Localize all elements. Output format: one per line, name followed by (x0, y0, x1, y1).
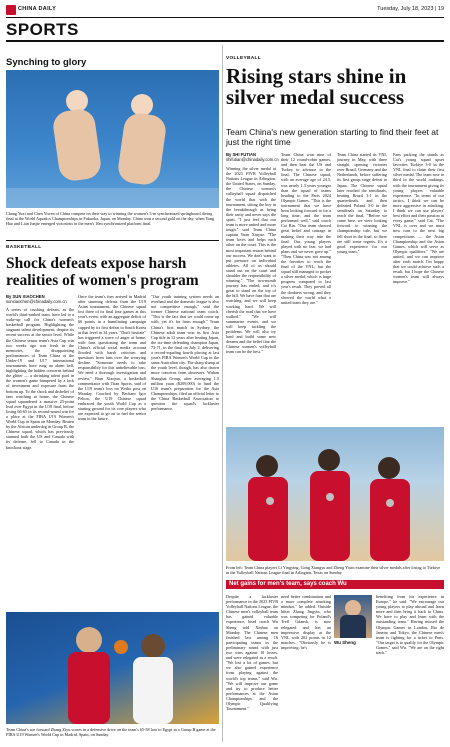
sidebar-column-1: Despite a lackluster performance in the 2023 FIVB Volleyball Nations League, the Chinese men's volleyball team has gained valuable experience, head coach Wu Sheng told Xinhua on Monday. The Chinese men finished last among 16 participating teams in the preliminary round with just two wins against 10 losses, and were relegated as a result. "We lost a lot of games, but we also gained experience from playing against the world's top teams," said Wu. "We will improve our game and try to produce better performances at the Asian Championships and the Olympic Qualifying Tournament." (226, 594, 278, 712)
basketball-photo-caption: Team China's ace forward Zhang Ziyu scores in a defensive drive on the team's 65-58 loss to Egypt in a Group B game at the FIBA U19 Women's World Cup in Madrid, Spain, on Sunday. (6, 727, 216, 738)
article-column-2: Once the team's foes arrived in Madrid after stunning defeats from the U19 Asian tournament, the Chinese squad lost three of its final four games at this year's event, with an aggregate deficit of 66 points in a humiliating campaign capped by its first defeat to South Korea at that level in 34 years. "Don't hesitate" has triggered a wave of anger at home, with fans questioning the team and China's official social media account flooded with harsh criticism and questions from fans over the worrying decline. "Someone needs to take responsibility for this unbelievable loss. We need a thorough investigation and review," Bian Xiaojun, a basketball commentator with Titan Sports, said of the U19 team's loss on Weibo post on Monday. Coached by Beckam Igor Pelton, the U19 Chinese squad embraced the youth World Cup as a starting ground for its core players who are expected to go on to fuel the senior team in the future. (78, 294, 146, 422)
sidebar-title: Net gains for men's team, says coach Wu (226, 580, 444, 589)
story-rule (6, 240, 219, 241)
section-title: SPORTS (6, 20, 79, 39)
volleyball-column-4: Fans packing the stands as Cai's young squad upset favorites Türkiye 3-0 in the VNL final to claim their first silver medal. The team rose to third in the world rankings, with the tournament giving its young players valuable experience. "In terms of our tactics, I think we can be more aggressive in attacking. I think we can use players' best effort and their passion in every game," said Cai. "The VNL is over and we must now turn to the next big competitions — the Asian Championship and the Asian Games, which will serve as Olympic qualifiers." "We are united, and we can improve after each match. I'm happy that we could achieve such a result, but I hope the Chinese women's team will always improve." (393, 152, 444, 285)
byline-email: sunxiaochen@chinadaily.com.cn (6, 299, 67, 304)
column-divider (222, 45, 223, 742)
byline: By SUN XIAOCHEN (6, 294, 45, 299)
volleyball-photo (226, 427, 444, 561)
basketball-photo (6, 612, 219, 724)
coach-photo (334, 595, 372, 638)
section-rule (6, 40, 444, 42)
volleyball-deck: Team China's new generation starting to find their feet at just the right time (226, 127, 439, 147)
volleyball-headline: Rising stars shine in silver medal success (226, 64, 407, 109)
sidebar-column-3: benefiting from his experience in Europe," he said. "We encourage our young players to play abroad and learn more and then bring it back to China. We have to play and learn with the outstanding team." Having missed the Olympic Games in London, Rio de Janeiro and Tokyo, the Chinese men's team is fighting for a ticket to Paris. "Our target is to qualify for the Olympic Games," said Wu. "We are on the right track." (376, 594, 444, 656)
volleyball-column-3: Team China started its VNL journey in May, with three straight opening victories over Brazil, Germany and the Netherlands, before suffering its first group stage defeat to Japan. The Chinese squad later reached the semifinals, beating Brazil 3-1 in the quarterfinals, and then defeated Poland 3-0 in the semifinals on Saturday to reach the final. "Before we came here, we were looking forward to winning the championship title, but we fell short in the final, so there are still some regrets. It's a good experience for our young team." (337, 152, 387, 254)
article-column-3: "Our youth training system needs an overhaul and the domestic league is also not competitive enough," said the former Chinese national team coach. "This is the fact that we could come up with, yet it's far from enough." Team China's first match in Sydney, the Chinese adult team won its first Asia Cup title in 12 years after beating Japan, the six-time defending champion Japan, 73-71, in the final on July 2, delivering a record-equaling fourth placing at last year's FIBA Women's World Cup in the same Australian city. The sharp slump at the youth level, though, has also drawn more concerns from observers. Wuhan Shanghai Group, after averaging 1.5 million yuan ($209,000) to fund the U16 team's preparation for the Asia Championships, filed an official letter to the China Basketball Association to question the squad's lackluster performance. (151, 294, 219, 412)
masthead: CHINA DAILY (18, 6, 57, 12)
basketball-kicker: BASKETBALL (6, 245, 42, 250)
volleyball-column-2: Team China won nine of their 12 round-robin games, and then beat the US and Turkey to advance to the final. The Chinese squad, with an average age of 24.5, was nearly 1.3 years younger than the squad of teams heading to the Paris 2024 Olympic Games. "This is the tournament that we have been looking forward to for a long time, and the team performed well," said coach Cai Bin. "Our team showed great belief and courage in making their way into the final. Our young players played with no fear, we had plans and we never gave up." "Then China was not among the favorites to reach the final of the VNL, but the squad still managed to pocket a silver medal, which is huge progress compared to last year's result. They proved all the doubters wrong, and they showed the world what a united team they are." (281, 152, 331, 305)
volleyball-photo-caption: From left: Team China players Li Yingying, Gong Xiangyu and Zheng Yixin examine their silver medals after losing to Türkiye in the Volleyball Nations League final in Arlington, Texas on Sunday. (226, 565, 441, 576)
article-column-1: A series of crushing defeats, as the world's third-ranked team, have led to a wake-up call for China's women's basketball program. Highlighting the stagnant talent development, despite its recent success at the senior level. While the Chinese senior team's Asia Cup win two weeks ago was fresh in the memories, the disappointing performances of Team China at the Under-19 and U17 international tournaments have rung an alarm bell, highlighting the hidden concerns behind the glitter — a shrinking talent pool in the women's game hampered by a lack of investment and exposure from the bottom up. To the shock and disbelief of fans watching at home, the Chinese squad squandered a massive 25-point lead over Egypt in the U19 final, before losing 66-65 in its second-round win for a place at the FIBA U19 Women's World Cup in Spain on Monday. Beaten by the African underdog in Group B, the Chinese squad, which has previously stunned both the US and Canada with its defense, fell to Canada in the knockout stage. (6, 307, 74, 450)
coach-photo-caption: Wu Sheng (334, 640, 356, 645)
basketball-headline: Shock defeats expose harsh realities of women's program (6, 255, 199, 289)
header-rule (6, 17, 444, 18)
volleyball-byline-email: shifutian@chinadaily.com.cn (226, 157, 279, 162)
volleyball-byline: By SHI FUTIAN (226, 152, 257, 157)
sidebar-column-2: need better combination and a more complete attacking mindset," he added. Outside hitter Zhang Jingyin, who was competing for Poland's Trefl Gdansk, is now relegated and has an impressive display at the VNL with 202 points in 12 matches. "Obviously he is improving; he's (281, 594, 331, 650)
photo-caption: Chang Yuxi and Chen Yiwen of China compete on their way to winning the women's 3-m synchronized springboard diving final at the World Aquatics Championships in Fukuoka, Japan, on Monday. China won a second gold on the day, when Yang Hao and Lian Junjie emerged victorious in the men's 10m synchronized platform final. (6, 211, 215, 227)
photo-story-heading: Synching to glory (6, 57, 87, 68)
page-info: Tuesday, July 18, 2023 | 19 (377, 6, 444, 12)
newspaper-logo-icon (6, 5, 16, 15)
volleyball-kicker: VOLLEYBALL (226, 56, 261, 61)
volleyball-column-1: Winning the silver medal at the 2023 FIVB Volleyball Nations League in Arlington, the United States, on Sunday, the Chinese women's volleyball squad dispatched the world that with the tournament, sitting the boy in the breakthrough as being their rarity and never says die spirit. "I just feel that our team is more united and more tough," said Team China captain Yuan Xinyue. "The team loves and helps each other on the court. This is the most important reason behind our success. We don't want to put pressure on individual athletes. All of us should stand out on the court and shoulder the responsibility of winning." "The two-month journey has ended, and it's great to stand on the top of the bill. We have fans that are watching, and we will keep working hard. We will cherish the road that we have walked." "We will summarize events, and we will keep tackling the problems. We will also try hard and build some new dreams and the belief that the Chinese women's volleyball team can be the best." (226, 166, 276, 355)
diving-photo (6, 70, 219, 208)
